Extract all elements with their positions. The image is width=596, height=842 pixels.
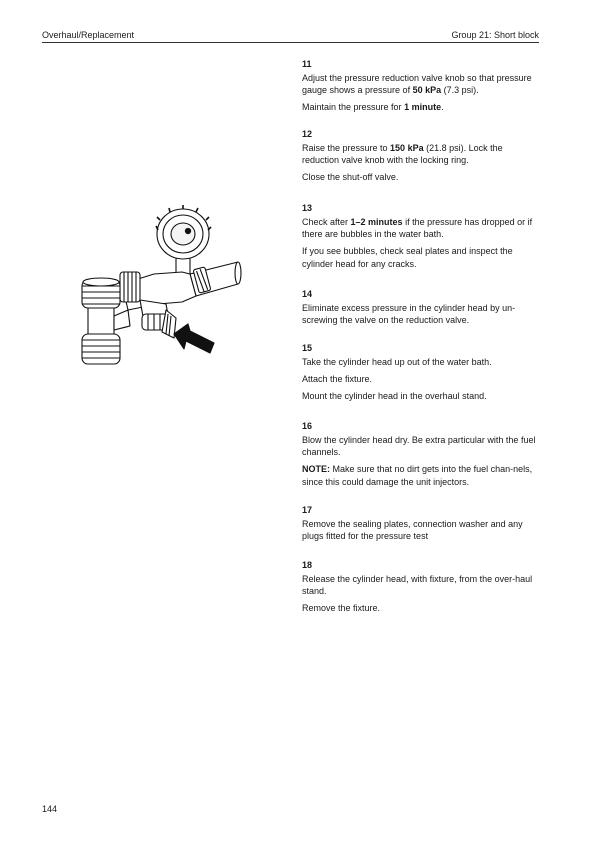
step-text <box>302 142 542 167</box>
step-number: 12 <box>302 129 313 139</box>
step-text: If you see bubbles, check seal plates and inspect the cylinder head for any cracks. <box>302 246 513 269</box>
step-11 <box>302 58 542 118</box>
text-run: . <box>441 102 444 112</box>
step-number: 11 <box>302 59 312 69</box>
step-text <box>302 101 542 114</box>
step-text: Eliminate excess pressure in the cylinder head by un-screwing the valve on the reduction valve. <box>302 302 516 325</box>
step-15 <box>302 342 492 407</box>
step-text: Attach the fixture. <box>302 373 373 384</box>
step-text: Remove the fixture. <box>302 603 381 613</box>
header-group-title: Group 21: Short block <box>451 30 539 40</box>
step-text: Blow the cylinder head dry. Be extra particular with the fuel channels. <box>302 434 536 457</box>
step-number: 15 <box>302 343 313 353</box>
step-number: 14 <box>302 289 313 299</box>
step-text: Release the cylinder head, with fixture, from the over-haul stand. <box>302 573 533 596</box>
text-run: Check after <box>302 216 351 227</box>
text-run: (21.8 psi). Lock the reduction valve knob with the locking ring. <box>302 142 503 165</box>
step-number: 13 <box>302 203 313 213</box>
step-14 <box>302 288 542 331</box>
header-rule <box>42 42 539 43</box>
step-17 <box>302 504 542 547</box>
text-run: (7.3 psi). <box>441 85 479 95</box>
step-text: Close the shut-off valve. <box>302 172 399 182</box>
bold-value: 1 minute <box>404 102 442 112</box>
note-label: NOTE: <box>302 464 330 474</box>
step-18 <box>302 559 542 619</box>
pressure-gauge-valve-illustration <box>70 200 260 380</box>
text-run: if the pressure has dropped or if there are bubbles in the water bath. <box>302 216 533 239</box>
bold-value: 50 kPa <box>412 85 442 95</box>
page-number: 144 <box>42 804 58 814</box>
bold-value: 1–2 minutes <box>350 216 403 227</box>
step-text <box>302 72 542 97</box>
text-run: Make sure that no dirt gets into the fuel chan-nels, since this could damage the unit injectors. <box>302 464 533 487</box>
step-text: Mount the cylinder head in the overhaul stand. <box>302 390 487 401</box>
text-run: Raise the pressure to <box>302 142 391 153</box>
step-13 <box>302 202 542 275</box>
bold-value: 150 kPa <box>390 142 424 153</box>
step-text: Remove the sealing plates, connection washer and any plugs fitted for the pressure test <box>302 518 523 541</box>
step-16 <box>302 420 542 493</box>
step-number: 17 <box>302 505 313 515</box>
step-number: 18 <box>302 560 313 570</box>
step-note <box>302 463 542 488</box>
text-run: Maintain the pressure for <box>302 102 405 112</box>
step-12 <box>302 128 542 188</box>
step-text <box>302 216 542 241</box>
text-run: Adjust the pressure reduction valve knob so that pressure gauge shows a pressure of <box>302 72 532 95</box>
step-text: Take the cylinder head up out of the water bath. <box>302 356 492 367</box>
header-section-title: Overhaul/Replacement <box>42 30 135 40</box>
step-number: 16 <box>302 421 313 431</box>
